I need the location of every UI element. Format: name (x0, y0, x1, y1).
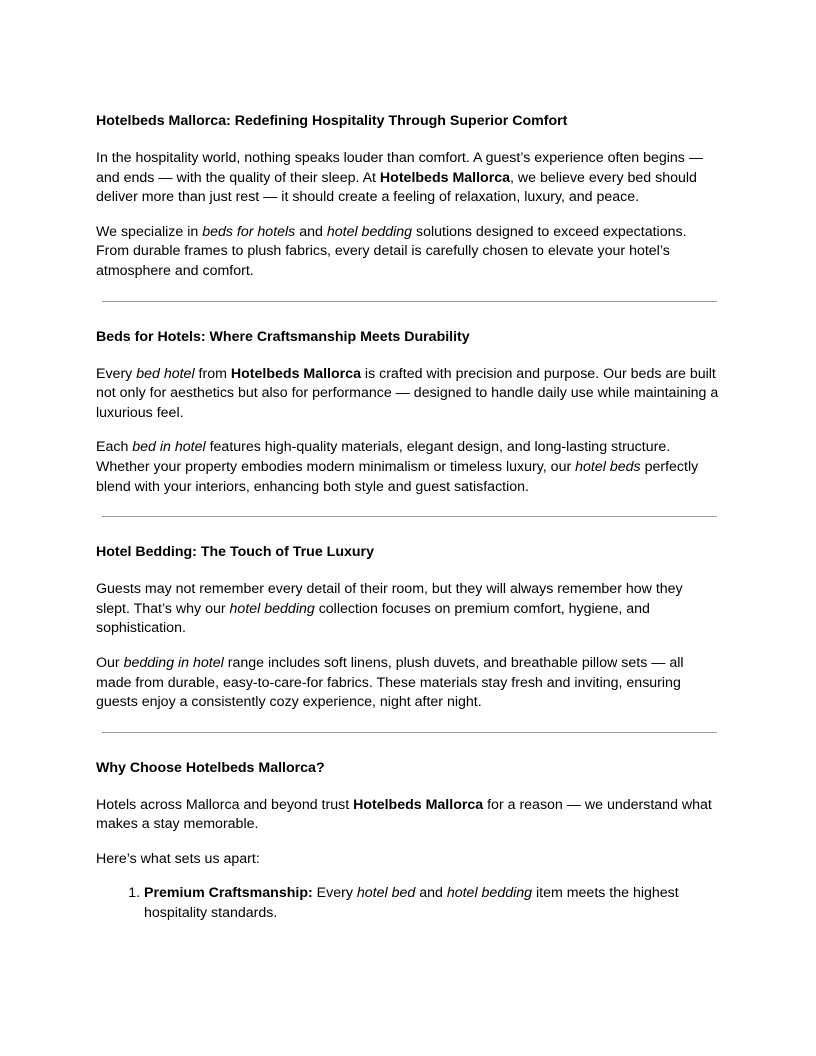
section-heading-why-choose: Why Choose Hotelbeds Mallorca? (96, 759, 325, 776)
text-run: Every (312, 885, 357, 902)
text-run: and (295, 223, 327, 240)
paragraph (96, 149, 720, 208)
numbered-list (96, 884, 720, 923)
text-run: features high-quality materials, elegant design, and long-lasting structure. Whether your property embodies modern minimalism or timeless luxury, our (96, 439, 671, 475)
bold-run: Hotelbeds Mallorca (379, 169, 511, 186)
italic-run: bed in hotel (132, 439, 206, 456)
bold-run: Hotelbeds Mallorca (230, 365, 361, 382)
italic-run: bedding in hotel (123, 654, 224, 671)
section-heading-bedding: Hotel Bedding: The Touch of True Luxury (96, 544, 374, 561)
text-run: Here’s what sets us apart: (96, 850, 260, 867)
text-run: We specialize in (96, 223, 203, 240)
list-item (144, 884, 720, 923)
text-run: solutions designed to exceed expectations. From durable frames to plush fabrics, every detail is carefully chosen to elevate your hotel’s atmosphere and comfort. (96, 223, 687, 279)
italic-run: hotel bedding (446, 885, 533, 902)
text-run: Guests may not remember every detail of their room, but they will always remember how they slept. That’s why our (96, 581, 683, 617)
paragraph (96, 365, 720, 424)
italic-run: hotel bedding (229, 600, 315, 617)
text-run: Every (96, 365, 137, 382)
text-run: for a reason — we understand what makes a stay memorable. (96, 796, 712, 833)
bold-run: Hotelbeds Mallorca (353, 796, 484, 813)
section-heading-intro: Hotelbeds Mallorca: Redefining Hospitality Through Superior Comfort (96, 113, 568, 129)
text-run: collection focuses on premium comfort, hygiene, and sophistication. (96, 600, 650, 637)
italic-run: hotel beds (575, 458, 641, 475)
text-run: range includes soft linens, plush duvets, and breathable pillow sets — all made from durable, easy-to-care-for fabrics. These materials stay fresh and inviting, ensuring guests enjoy a consistently cozy experience, night after night. (96, 654, 684, 711)
text-run: Hotels across Mallorca and beyond trust (96, 796, 354, 813)
text-run: is crafted with precision and purpose. Our beds are built not only for aesthetics but also for performance — designed to handle daily use while maintaining a luxurious feel. (96, 365, 719, 421)
text-run: from (194, 365, 231, 382)
paragraph (96, 580, 720, 639)
text-run: item meets the highest hospitality standards. (144, 885, 679, 922)
bold-run: Premium Craftsmanship: (144, 885, 313, 902)
italic-run: hotel bed (356, 885, 416, 902)
paragraph (96, 223, 720, 282)
text-run: , we believe every bed should deliver more than just rest — it should create a feeling of relaxation, luxury, and peace. (96, 169, 697, 206)
text-run: Each (96, 439, 133, 456)
italic-run: hotel bedding (326, 223, 413, 240)
italic-run: beds for hotels (202, 223, 296, 240)
text-run: perfectly blend with your interiors, enhancing both style and guest satisfaction. (96, 458, 699, 495)
document-body (96, 111, 720, 924)
italic-run: bed hotel (136, 365, 195, 382)
paragraph (96, 850, 720, 870)
text-run: and (415, 885, 447, 902)
paragraph (96, 796, 720, 835)
text-run: In the hospitality world, nothing speaks louder than comfort. A guest’s experience often begins — and ends — with the quality of their sleep. At (96, 150, 704, 186)
paragraph (96, 654, 720, 713)
paragraph (96, 438, 720, 497)
text-run: Our (96, 654, 124, 671)
section-heading-beds: Beds for Hotels: Where Craftsmanship Meets Durability (96, 328, 470, 345)
